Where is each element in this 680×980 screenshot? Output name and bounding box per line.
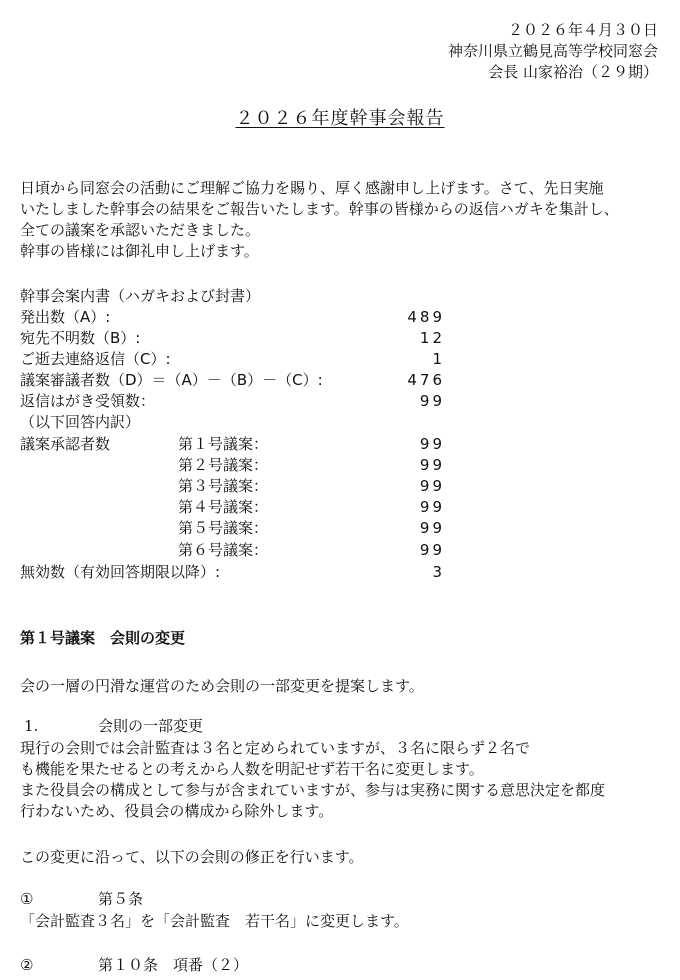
breakdown-note: （以下回答内訳） xyxy=(20,413,141,431)
approval-label: 第５号議案： xyxy=(178,519,269,537)
approval-value: 99 xyxy=(419,456,445,474)
approval-label: 第１号議案： xyxy=(178,435,269,453)
stat-value: 476 xyxy=(407,371,445,389)
approval-label: 第４号議案： xyxy=(178,498,269,516)
intro-line: いたしました幹事会の結果をご報告いたします。幹事の皆様からの返信ハガキを集計し、 xyxy=(20,200,619,218)
stat-value: 489 xyxy=(407,308,445,326)
intro-line: 全ての議案を承認いただきました。 xyxy=(20,221,261,239)
revision-mark: ② xyxy=(20,956,34,974)
proposal-summary: 会の一層の円滑な運営のため会則の一部変更を提案します。 xyxy=(20,677,424,695)
body-line: 現行の会則では会計監査は３名と定められていますが、３名に限らず２名で xyxy=(20,739,531,757)
body-line: また役員会の構成として参与が含まれていますが、参与は実務に関する意思決定を都度 xyxy=(20,781,606,799)
stat-label: 返信はがき受領数： xyxy=(20,392,156,410)
page-title: ２０２６年度幹事会報告 xyxy=(235,108,445,129)
stat-label: ご逝去連絡返信（C）: xyxy=(20,350,171,368)
proposal-body xyxy=(20,738,605,822)
approval-value: 99 xyxy=(419,498,445,516)
stat-value: 99 xyxy=(419,392,445,410)
approvals-label: 議案承認者数 xyxy=(20,435,111,453)
stat-label: 宛先不明数（B）: xyxy=(20,329,141,347)
proposal-heading: 第１号議案 会則の変更 xyxy=(20,629,186,647)
revision-article: 第１０条 項番（２） xyxy=(98,956,249,974)
invalid-label: 無効数（有効回答期限以降）: xyxy=(20,563,221,581)
invalid-value: 3 xyxy=(432,563,445,581)
stat-value: 1 xyxy=(432,350,445,368)
item-title: 会則の一部変更 xyxy=(98,717,204,735)
approval-value: 99 xyxy=(419,541,445,559)
approval-value: 99 xyxy=(419,435,445,453)
revision-article: 第５条 xyxy=(98,890,144,908)
approval-value: 99 xyxy=(419,477,445,495)
item-number: 1. xyxy=(24,717,39,735)
intro-paragraph xyxy=(20,178,619,262)
stat-value: 12 xyxy=(419,329,445,347)
revision-mark: ① xyxy=(20,890,34,908)
intro-line: 日頃から同窓会の活動にご理解ご協力を賜り、厚く感謝申し上げます。さて、先日実施 xyxy=(20,179,604,197)
approval-value: 99 xyxy=(419,519,445,537)
approval-label: 第３号議案： xyxy=(178,477,269,495)
stat-label: 発出数（A）: xyxy=(20,308,111,326)
approval-label: 第６号議案： xyxy=(178,541,269,559)
revision-intro: この変更に沿って、以下の会則の修正を行います。 xyxy=(20,848,364,866)
document-date: ２０２６年４月３０日 xyxy=(507,21,658,39)
body-line: も機能を果たせるとの考えから人数を明記せず若干名に変更します。 xyxy=(20,760,484,778)
organization-name: 神奈川県立鶴見高等学校同窓会 xyxy=(447,42,658,60)
intro-line: 幹事の皆様には御礼申し上げます。 xyxy=(20,242,259,260)
stats-heading: 幹事会案内書（ハガキおよび封書） xyxy=(20,287,261,305)
approval-label: 第２号議案： xyxy=(178,456,269,474)
body-line: 行わないため、役員会の構成から除外します。 xyxy=(20,802,334,820)
revision-detail: 「会計監査３名」を「会計監査 若干名」に変更します。 xyxy=(20,912,409,930)
stat-label: 議案審議者数（D）＝（A）－（B）－（C）: xyxy=(20,371,323,389)
author-name: 会長 山家裕治（２９期） xyxy=(488,63,658,81)
